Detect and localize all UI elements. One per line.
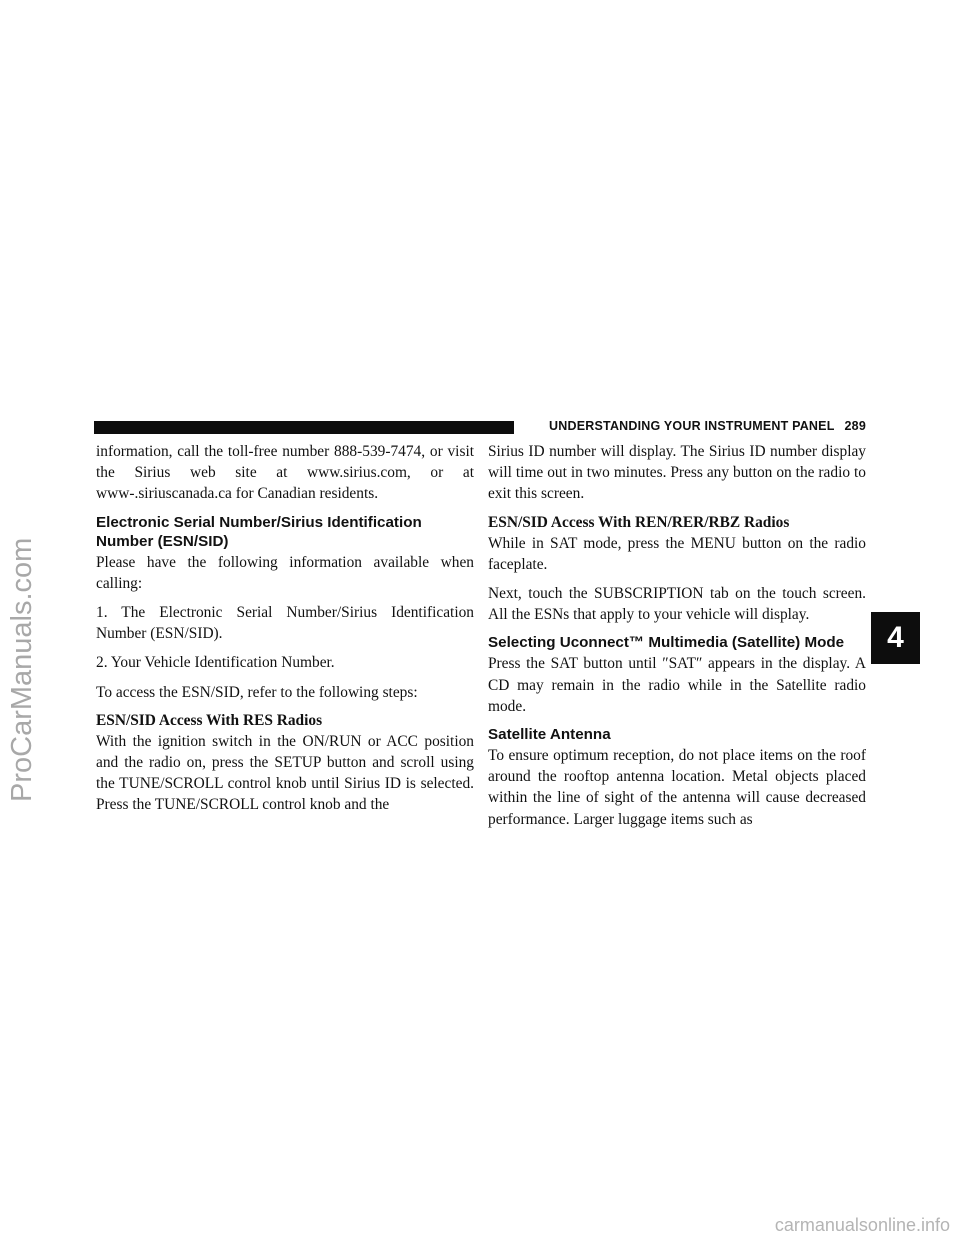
header-rule bbox=[94, 421, 514, 434]
paragraph: 2. Your Vehicle Identification Number. bbox=[96, 654, 335, 672]
paragraph: To ensure optimum reception, do not place items on the roof around the rooftop antenna location. Metal objects placed within the line of sight of the antenna will cause decreased performance. Larger luggage items such as bbox=[488, 747, 866, 828]
section-heading: Electronic Serial Number/Sirius Identification Number (ESN/SID) bbox=[96, 513, 422, 550]
paragraph: To access the ESN/SID, refer to the following steps: bbox=[96, 683, 418, 701]
paragraph: With the ignition switch in the ON/RUN or ACC position and the radio on, press the SETUP button and scroll using the TUNE/SCROLL control knob until Sirius ID is selected. Press the TUNE/SCROLL control knob and the bbox=[96, 732, 474, 814]
right-column bbox=[488, 441, 866, 830]
subsection-heading: ESN/SID Access With REN/RER/RBZ Radios bbox=[488, 513, 790, 531]
paragraph: information, call the toll-free number 888-539-7474, or visit the Sirius web site at www.sirius.com, or at www-.siriuscanada.ca for Canadian residents. bbox=[96, 443, 474, 503]
section-title: UNDERSTANDING YOUR INSTRUMENT PANEL bbox=[549, 419, 835, 433]
page-number: 289 bbox=[844, 419, 866, 433]
paragraph: 1. The Electronic Serial Number/Sirius Identification Number (ESN/SID). bbox=[96, 604, 474, 643]
paragraph: Please have the following information available when calling: bbox=[96, 553, 474, 592]
paragraph: Next, touch the SUBSCRIPTION tab on the touch screen. All the ESNs that apply to your vehicle will display. bbox=[488, 585, 866, 624]
paragraph: Press the SAT button until ″SAT″ appears in the display. A CD may remain in the radio while in the Satellite radio mode. bbox=[488, 655, 866, 715]
section-heading: Satellite Antenna bbox=[488, 726, 611, 744]
paragraph: Sirius ID number will display. The Sirius ID number display will time out in two minutes. Press any button on the radio to exit this screen. bbox=[488, 443, 866, 503]
side-watermark-text: ProCarManuals.com bbox=[6, 537, 38, 802]
section-heading: Selecting Uconnect™ Multimedia (Satellite) Mode bbox=[488, 634, 845, 652]
bottom-watermark: carmanualsonline.info bbox=[774, 1215, 950, 1235]
side-watermark bbox=[3, 0, 41, 1242]
subsection-heading: ESN/SID Access With RES Radios bbox=[96, 711, 323, 729]
left-column bbox=[96, 441, 474, 816]
chapter-tab: 4 bbox=[871, 612, 920, 664]
running-header bbox=[540, 419, 866, 433]
paragraph: While in SAT mode, press the MENU button on the radio faceplate. bbox=[488, 534, 866, 573]
